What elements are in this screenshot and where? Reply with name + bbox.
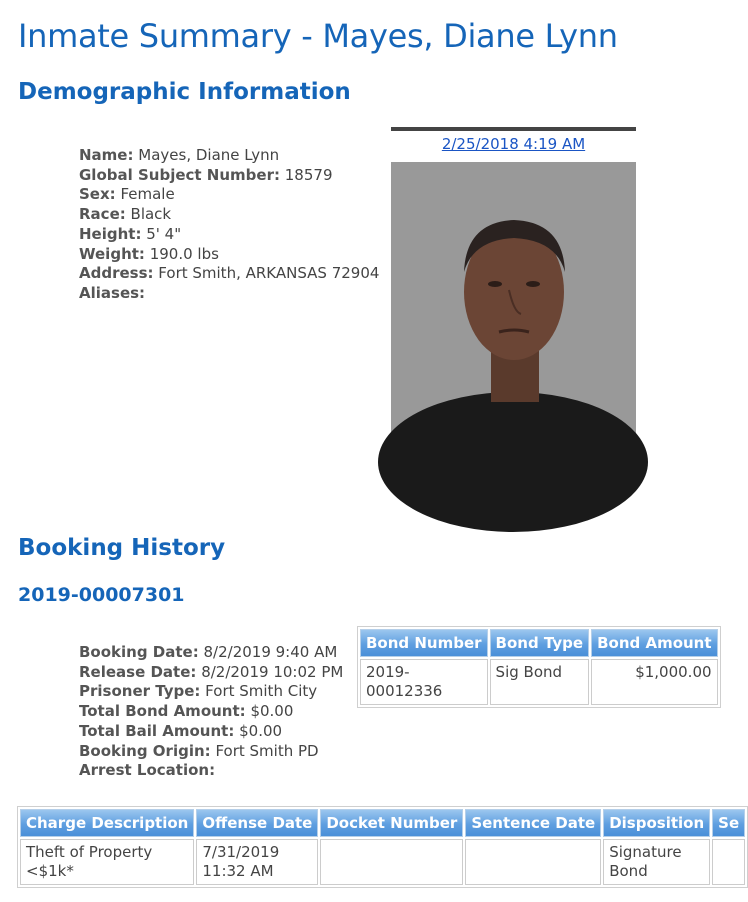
sentence-date-cell: [465, 839, 601, 885]
charge-header-row: [20, 809, 745, 837]
demographic-info: [79, 146, 379, 304]
bond-header-row: [360, 629, 718, 657]
total-bail-row: [79, 722, 343, 742]
race-value: Black: [130, 205, 172, 224]
release-date-value: 8/2/2019 10:02 PM: [201, 662, 344, 681]
total-bail-label: Total Bail Amount:: [79, 721, 235, 740]
sentence-header-truncated: Se: [712, 809, 745, 837]
photo-divider: [391, 127, 636, 131]
gsn-row: [79, 166, 379, 186]
charge-table: [17, 806, 748, 888]
height-value: 5' 4": [146, 224, 182, 243]
charge-description-cell: Theft of Property <$1k*: [20, 839, 194, 885]
height-row: [79, 225, 379, 245]
arrest-location-label: Arrest Location:: [79, 761, 216, 780]
bond-table: [357, 626, 721, 708]
page-title: Inmate Summary - Mayes, Diane Lynn: [18, 17, 618, 55]
booking-origin-row: [79, 742, 343, 762]
bond-number-cell: 2019-00012336: [360, 659, 488, 705]
disposition-header: Disposition: [603, 809, 710, 837]
sex-label: Sex:: [79, 185, 116, 204]
total-bond-label: Total Bond Amount:: [79, 702, 246, 721]
sentence-date-header: Sentence Date: [465, 809, 601, 837]
address-label: Address:: [79, 264, 154, 283]
arrest-location-row: [79, 761, 343, 781]
bond-type-cell: Sig Bond: [490, 659, 590, 705]
sex-row: [79, 185, 379, 205]
prisoner-type-label: Prisoner Type:: [79, 682, 201, 701]
height-label: Height:: [79, 224, 142, 243]
race-row: [79, 205, 379, 225]
prisoner-type-value: Fort Smith City: [205, 682, 318, 701]
weight-row: [79, 245, 379, 265]
mugshot-image[interactable]: [391, 162, 636, 468]
total-bond-value: $0.00: [250, 702, 294, 721]
bond-amount-header: Bond Amount: [591, 629, 717, 657]
name-row: [79, 146, 379, 166]
bond-number-header: Bond Number: [360, 629, 488, 657]
address-row: [79, 264, 379, 284]
aliases-row: [79, 284, 379, 304]
booking-date-label: Booking Date:: [79, 643, 199, 661]
total-bail-value: $0.00: [239, 721, 283, 740]
gsn-label: Global Subject Number:: [79, 165, 280, 184]
release-date-label: Release Date:: [79, 662, 197, 681]
sentence-cell-truncated: [712, 839, 745, 885]
bond-type-header: Bond Type: [490, 629, 590, 657]
weight-label: Weight:: [79, 244, 145, 263]
race-label: Race:: [79, 205, 126, 224]
table-row: [360, 659, 718, 705]
docket-number-cell: [320, 839, 463, 885]
sex-value: Female: [120, 185, 175, 204]
gsn-value: 18579: [284, 165, 333, 184]
address-value: Fort Smith, ARKANSAS 72904: [158, 264, 380, 283]
prisoner-type-row: [79, 682, 343, 702]
booking-history-heading: Booking History: [18, 535, 226, 561]
photo-date-link-top[interactable]: 2/25/2018 4:19 AM: [441, 135, 586, 153]
booking-origin-label: Booking Origin:: [79, 741, 211, 760]
photo-block: [391, 127, 636, 489]
name-label: Name:: [79, 146, 134, 164]
weight-value: 190.0 lbs: [149, 244, 219, 263]
offense-date-cell: 7/31/2019 11:32 AM: [196, 839, 318, 885]
release-date-row: [79, 663, 343, 683]
aliases-label: Aliases:: [79, 283, 146, 302]
charge-description-header: Charge Description: [20, 809, 194, 837]
booking-id-heading: 2019-00007301: [18, 584, 185, 606]
offense-date-header: Offense Date: [196, 809, 318, 837]
total-bond-row: [79, 702, 343, 722]
name-value: Mayes, Diane Lynn: [138, 146, 280, 164]
docket-number-header: Docket Number: [320, 809, 463, 837]
booking-origin-value: Fort Smith PD: [215, 741, 319, 760]
disposition-cell: Signature Bond: [603, 839, 710, 885]
booking-date-row: [79, 643, 343, 663]
demographic-heading: Demographic Information: [18, 79, 351, 105]
booking-date-value: 8/2/2019 9:40 AM: [203, 643, 338, 661]
booking-info: [79, 643, 343, 781]
bond-amount-cell: $1,000.00: [591, 659, 717, 705]
table-row: [20, 839, 745, 885]
